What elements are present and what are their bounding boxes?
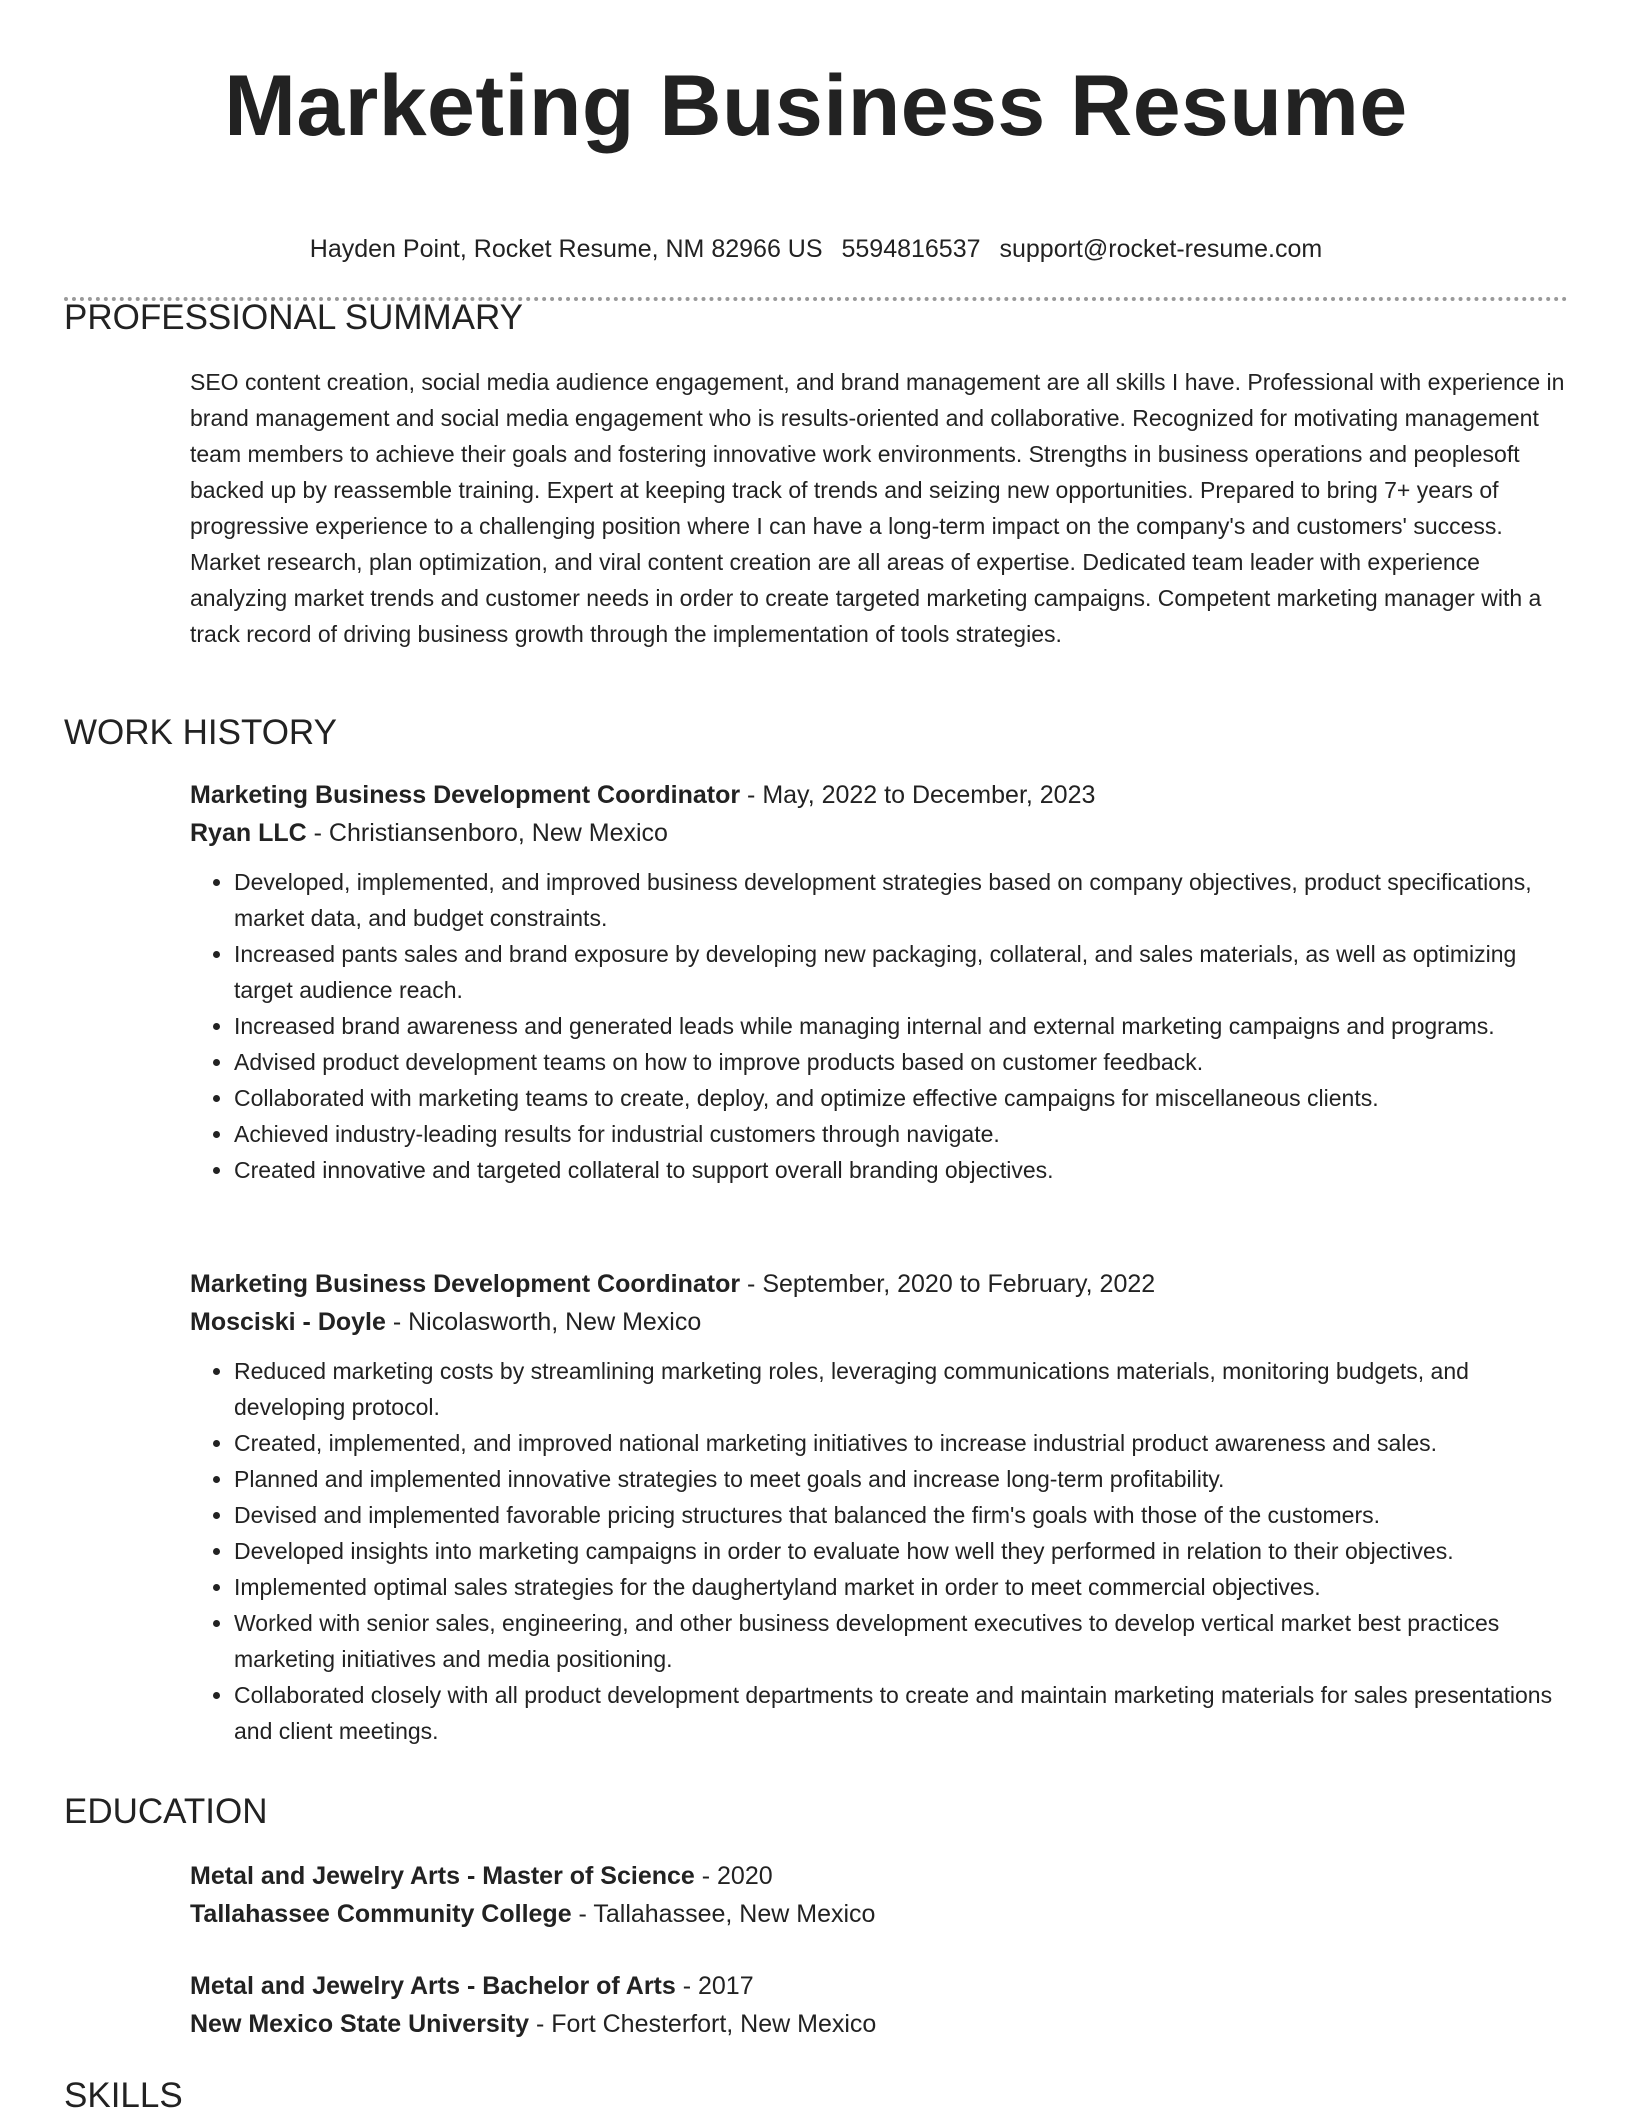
job-bullets <box>190 864 1568 1188</box>
education-entry <box>190 1857 1568 1933</box>
education-entry <box>190 1967 1568 2043</box>
job-bullet: • Achieved industry-leading results for industrial customers through navigate. <box>234 1116 1568 1152</box>
job-bullet: • Reduced marketing costs by streamlining marketing roles, leveraging communications materials, monitoring budgets, and developing protocol. <box>234 1353 1568 1425</box>
job-bullet: • Advised product development teams on how to improve products based on customer feedback. <box>234 1044 1568 1080</box>
job-bullet: • Collaborated with marketing teams to create, deploy, and optimize effective campaigns for miscellaneous clients. <box>234 1080 1568 1116</box>
job-title-line <box>190 776 1568 814</box>
job-company: Mosciski - Doyle <box>190 1308 386 1336</box>
job-dates: - September, 2020 to February, 2022 <box>740 1270 1156 1298</box>
degree-year: - 2017 <box>675 1972 754 2000</box>
job-dates: - May, 2022 to December, 2023 <box>740 781 1096 809</box>
resume-page <box>64 0 1568 2115</box>
job-location: - Nicolasworth, New Mexico <box>385 1308 702 1336</box>
degree-name: Metal and Jewelry Arts - Bachelor of Arts <box>190 1972 676 2000</box>
job-entry <box>190 1265 1568 1749</box>
job-role: Marketing Business Development Coordinator <box>190 781 741 809</box>
contact-email: support@rocket-resume.com <box>999 235 1323 263</box>
job-title-line <box>190 1265 1568 1303</box>
contact-address: Hayden Point, Rocket Resume, NM 82966 US <box>309 235 823 263</box>
work-history-heading: WORK HISTORY <box>64 713 337 752</box>
skills-heading: SKILLS <box>64 2076 183 2115</box>
summary-text: SEO content creation, social media audience engagement, and brand management are all skills I have. Professional with experience in brand management and social media engagement who is results-oriented and collaborative. Recognized for motivating management team members to achieve their goals and fostering innovative work environments. Strengths in business operations and peoplesoft backed up by reassemble training. Expert at keeping track of trends and seizing new opportunities. Prepared to bring 7+ years of progressive experience to a challenging position where I can have a long-term impact on the company's and customers' success. Market research, plan optimization, and viral content creation are all areas of expertise. Dedicated team leader with experience analyzing market trends and customer needs in order to create targeted marketing campaigns. Competent marketing manager with a track record of driving business growth through the implementation of tools strategies. <box>190 369 1565 647</box>
education-heading: EDUCATION <box>64 1792 268 1831</box>
job-bullet: • Developed insights into marketing campaigns in order to evaluate how well they performed in relation to their objectives. <box>234 1533 1568 1569</box>
degree-line <box>190 1857 1568 1895</box>
job-entry <box>190 776 1568 1188</box>
job-bullet: • Created innovative and targeted collateral to support overall branding objectives. <box>234 1152 1568 1188</box>
job-bullet: • Created, implemented, and improved national marketing initiatives to increase industrial product awareness and sales. <box>234 1425 1568 1461</box>
school-name: Tallahassee Community College <box>190 1900 572 1928</box>
job-company-line <box>190 814 1568 852</box>
school-location: - Tallahassee, New Mexico <box>571 1900 876 1928</box>
job-bullet: • Worked with senior sales, engineering, and other business development executives to develop vertical market best practices marketing initiatives and media positioning. <box>234 1605 1568 1677</box>
job-bullet: • Increased pants sales and brand exposure by developing new packaging, collateral, and sales materials, as well as optimizing target audience reach. <box>234 936 1568 1008</box>
job-location: - Christiansenboro, New Mexico <box>306 819 668 847</box>
school-name: New Mexico State University <box>190 2010 530 2038</box>
job-bullet: • Increased brand awareness and generated leads while managing internal and external marketing campaigns and programs. <box>234 1008 1568 1044</box>
summary-heading: PROFESSIONAL SUMMARY <box>64 298 523 337</box>
job-bullet: • Devised and implemented favorable pricing structures that balanced the firm's goals with those of the customers. <box>234 1497 1568 1533</box>
contact-phone: 5594816537 <box>841 235 981 263</box>
job-company-line <box>190 1303 1568 1341</box>
degree-year: - 2020 <box>694 1862 773 1890</box>
job-bullet: • Implemented optimal sales strategies for the daughertyland market in order to meet commercial objectives. <box>234 1569 1568 1605</box>
degree-name: Metal and Jewelry Arts - Master of Science <box>190 1862 695 1890</box>
job-role: Marketing Business Development Coordinator <box>190 1270 741 1298</box>
school-line <box>190 1895 1568 1933</box>
contact-line <box>64 232 1568 266</box>
job-bullets <box>190 1353 1568 1749</box>
job-bullet: • Collaborated closely with all product development departments to create and maintain marketing materials for sales presentations and client meetings. <box>234 1677 1568 1749</box>
school-line <box>190 2005 1568 2043</box>
resume-name: Marketing Business Resume <box>224 58 1408 154</box>
degree-line <box>190 1967 1568 2005</box>
job-company: Ryan LLC <box>190 819 307 847</box>
job-bullet: • Developed, implemented, and improved business development strategies based on company objectives, product specifications, market data, and budget constraints. <box>234 864 1568 936</box>
school-location: - Fort Chesterfort, New Mexico <box>529 2010 877 2038</box>
job-bullet: • Planned and implemented innovative strategies to meet goals and increase long-term profitability. <box>234 1461 1568 1497</box>
